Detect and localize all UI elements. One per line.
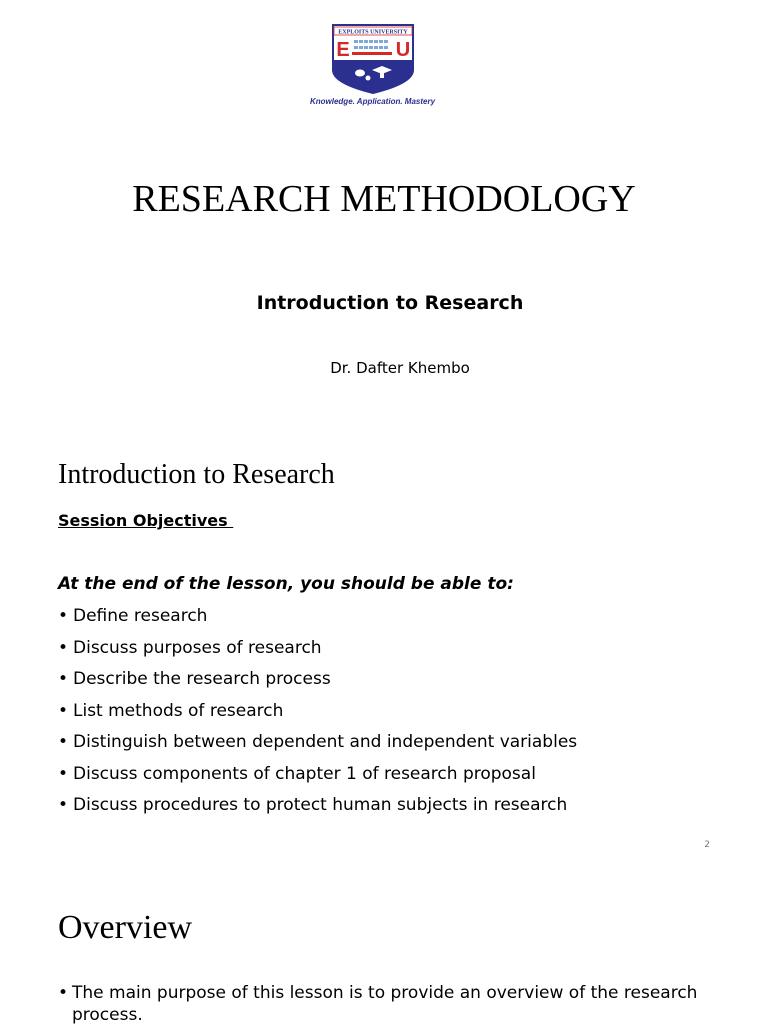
overview-slide <box>0 860 768 1024</box>
objectives-lead-text: At the end of the lesson, you should be able to: <box>58 574 514 594</box>
university-shield-icon <box>290 18 455 98</box>
presentation-author: Dr. Dafter Khembo <box>330 359 470 377</box>
list-item <box>58 699 577 731</box>
objectives-list <box>58 604 577 825</box>
bullet-icon: • <box>58 732 69 752</box>
list-item <box>58 636 577 668</box>
list-item <box>58 667 577 699</box>
bullet-icon: • <box>58 669 69 689</box>
session-objectives-label: Session Objectives <box>58 511 234 530</box>
bullet-icon: • <box>58 637 69 658</box>
bullet-icon: • <box>58 795 69 815</box>
list-item <box>58 793 577 825</box>
list-item-text: Describe the research process <box>73 669 331 689</box>
bullet-icon: • <box>58 983 69 1003</box>
bullet-icon: • <box>58 763 69 784</box>
slide-heading: Overview <box>58 909 193 946</box>
list-item <box>58 604 577 636</box>
slide-heading: Introduction to Research <box>58 459 335 490</box>
logo-letter-left: E <box>336 39 350 61</box>
title-slide <box>0 0 768 430</box>
logo-letter-right: U <box>395 39 411 61</box>
logo-university-name: EXPLOITS UNIVERSITY <box>338 29 408 36</box>
slide-page-number: 2 <box>704 840 710 850</box>
list-item-text: Discuss purposes of research <box>73 637 322 658</box>
bullet-icon: • <box>58 700 69 721</box>
logo-motto: Knowledge. Application. Mastery <box>309 97 436 106</box>
list-item-text: The main purpose of this lesson is to provide an overview of the research process. <box>72 983 698 1025</box>
overview-list <box>58 982 718 1026</box>
presentation-title: RESEARCH METHODOLOGY <box>132 178 636 220</box>
university-logo <box>290 18 455 110</box>
list-item <box>58 762 577 794</box>
list-item-text: Distinguish between dependent and independent variables <box>73 732 578 752</box>
list-item-text: Discuss procedures to protect human subjects in research <box>73 795 568 815</box>
list-item <box>58 982 718 1026</box>
bullet-icon: • <box>58 606 69 626</box>
objectives-slide <box>0 430 768 860</box>
list-item <box>58 730 577 762</box>
presentation-subtitle: Introduction to Research <box>256 292 524 314</box>
list-item-text: Discuss components of chapter 1 of research proposal <box>73 763 536 784</box>
list-item-text: Define research <box>73 606 208 626</box>
list-item-text: List methods of research <box>73 700 284 721</box>
